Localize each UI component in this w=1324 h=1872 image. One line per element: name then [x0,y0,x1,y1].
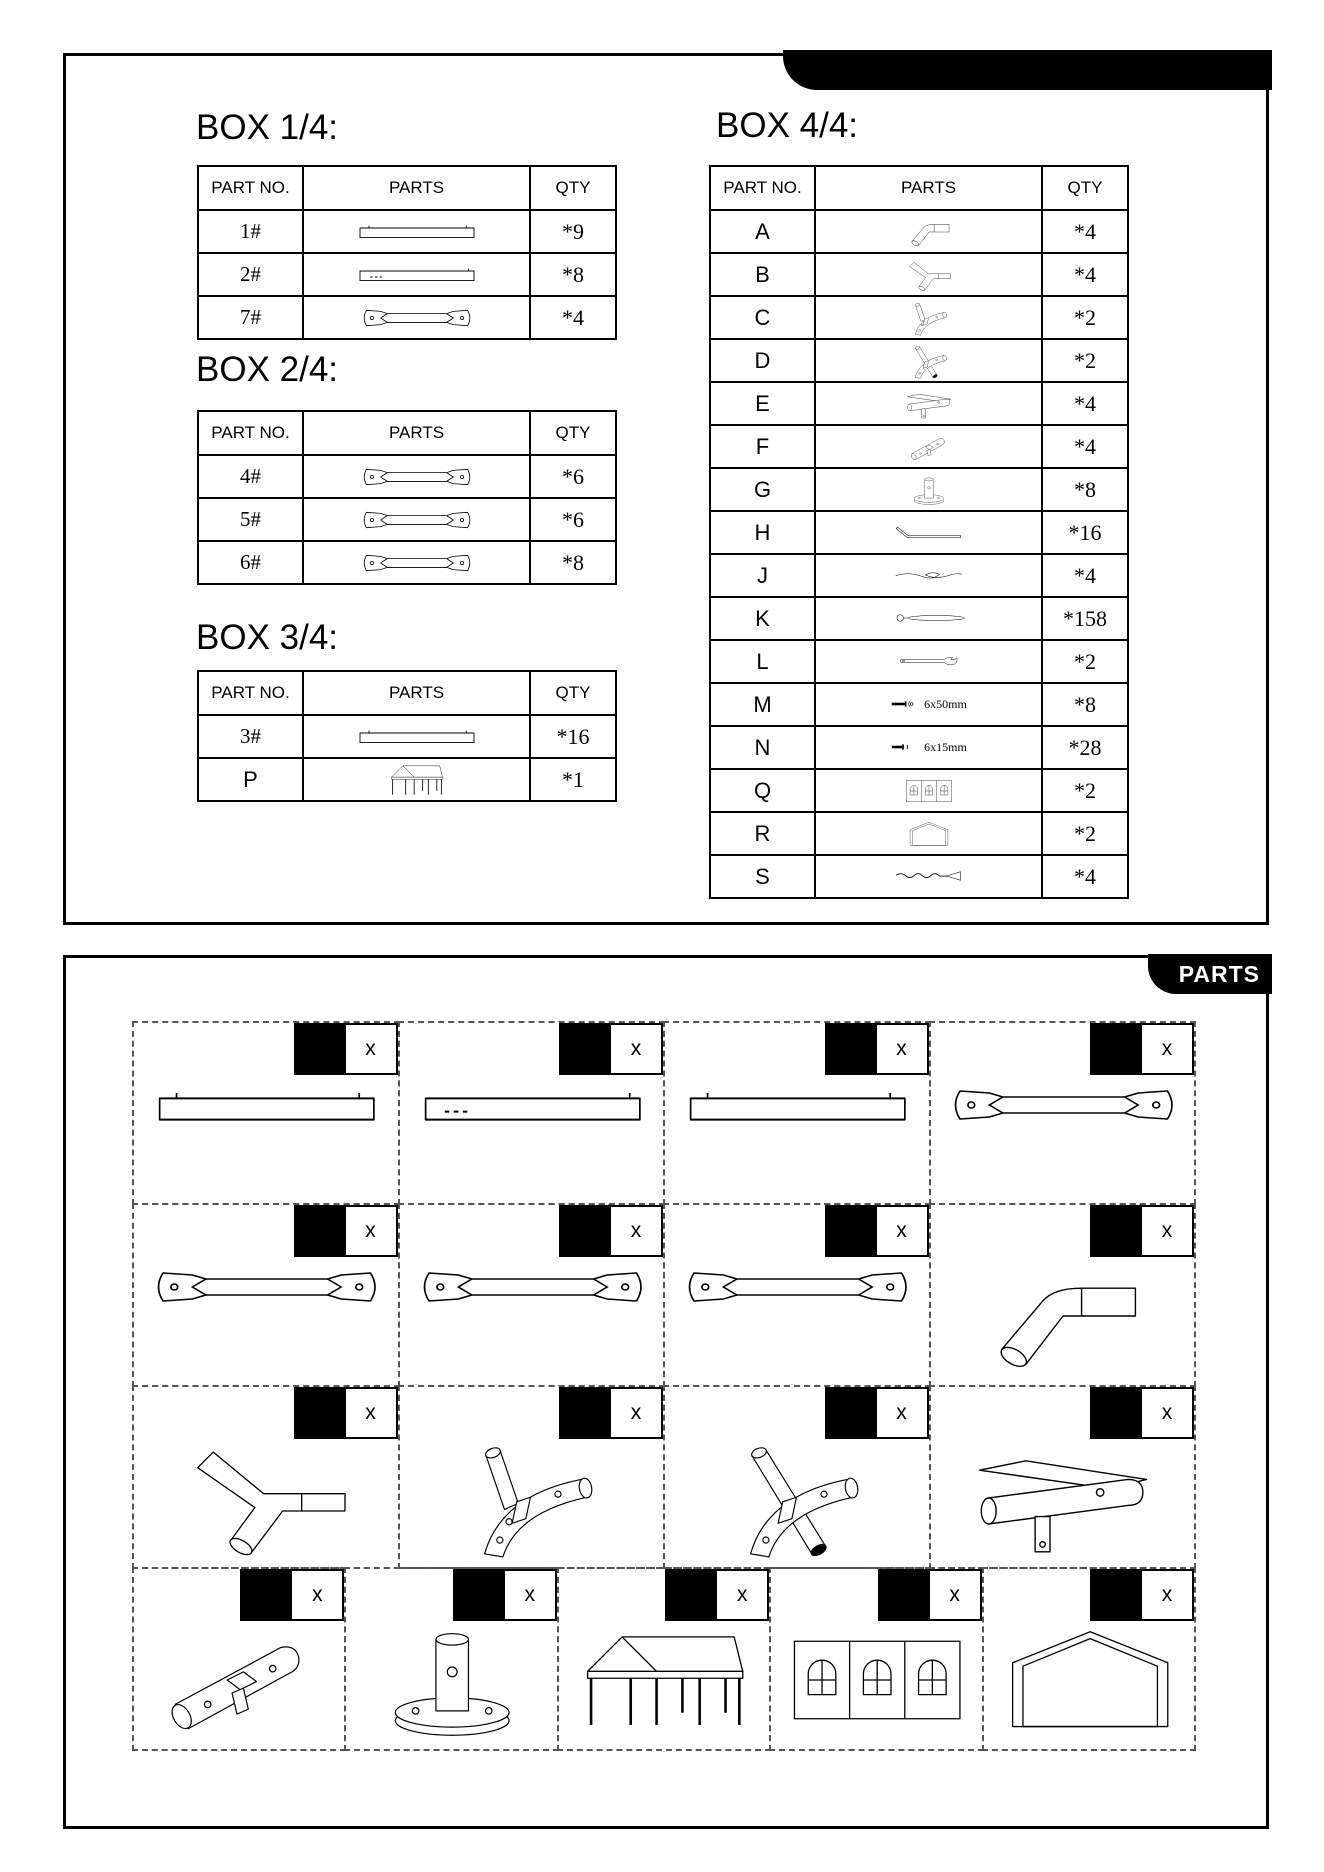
part-image [303,455,530,498]
part-quantity: *8 [1042,683,1128,726]
quantity-mark: x [1161,1219,1173,1242]
quantity-fill [561,1207,611,1255]
table-row [710,597,1128,640]
box1-parts-table [197,165,617,340]
part-image [815,468,1042,511]
part-quantity: *6 [530,455,616,498]
table-row [198,455,616,498]
table-row [710,855,1128,898]
quantity-fill [296,1025,346,1073]
header-parts: PARTS [303,411,530,455]
box3-parts-table [197,670,617,802]
quantity-fill [1092,1025,1142,1073]
quantity-box [665,1569,769,1621]
table-row [198,498,616,541]
part-number: E [710,382,815,425]
part-number: P [198,758,303,801]
part-quantity: *1 [530,758,616,801]
quantity-mark: x [630,1401,642,1424]
header-part-no: PART NO. [710,166,815,210]
table-row [198,253,616,296]
part-cell [398,1385,666,1569]
box3-title: BOX 3/4: [196,618,339,657]
part-cell [929,1385,1197,1569]
part-image [815,554,1042,597]
three-way-connector-icon [167,1433,367,1563]
part-quantity: *8 [1042,468,1128,511]
straight-pole-icon [685,1085,911,1125]
header-part-no: PART NO. [198,166,303,210]
part-quantity: *16 [1042,511,1128,554]
quantity-mark: x [736,1583,748,1606]
part-quantity: *2 [1042,812,1128,855]
three-way-connector-icon [901,257,957,293]
bolt-size-label: 6x50mm [924,696,967,711]
part-image [815,640,1042,683]
part-image [303,715,530,758]
box2-title: BOX 2/4: [196,350,339,389]
quantity-mark: x [896,1037,907,1060]
part-image [815,812,1042,855]
part-quantity: *4 [530,296,616,339]
quantity-box [1090,1569,1194,1621]
quantity-box [559,1387,663,1439]
quantity-box [825,1387,929,1439]
table-row [198,715,616,758]
part-cell [929,1203,1197,1387]
table-row [710,296,1128,339]
part-cell [929,1021,1197,1205]
box2-parts-table [197,410,617,585]
quantity-fill [1092,1207,1142,1255]
header-qty: QTY [530,166,616,210]
straight-pole-icon [347,222,487,240]
part-image [815,769,1042,812]
elbow-connector-icon [901,214,957,250]
quantity-box [825,1205,929,1257]
sidewall-window-icon [903,778,955,804]
part-number: 4# [198,455,303,498]
part-cell [132,1203,400,1387]
part-quantity: *8 [530,253,616,296]
short-bolt-icon [890,741,916,753]
quantity-box [1090,1023,1194,1075]
table-header-row [198,671,616,715]
foot-plate-icon [366,1615,538,1745]
flat-brace-icon [685,1267,911,1307]
quantity-fill [827,1389,877,1437]
stake-icon [894,867,964,885]
part-number: 2# [198,253,303,296]
part-quantity: *158 [1042,597,1128,640]
part-cell [132,1385,400,1569]
part-quantity: *2 [1042,296,1128,339]
part-image [815,511,1042,554]
table-row [710,425,1128,468]
part-number: 6# [198,541,303,584]
part-quantity: *4 [1042,425,1128,468]
part-cell [557,1567,771,1751]
quantity-box [559,1023,663,1075]
quantity-box [294,1023,398,1075]
quantity-mark: x [365,1219,376,1242]
quantity-box [294,1205,398,1257]
header-parts: PARTS [815,166,1042,210]
table-row [710,339,1128,382]
canopy-tent-icon [579,1615,751,1745]
bolt-size-label: 6x15mm [924,739,967,754]
quantity-mark: x [1161,1583,1173,1606]
quantity-box [294,1387,398,1439]
quantity-box [1090,1387,1194,1439]
part-quantity: *28 [1042,726,1128,769]
endwall-icon [1004,1615,1176,1745]
part-number: 7# [198,296,303,339]
arc-connector-icon [901,299,957,337]
part-quantity: *8 [530,541,616,584]
part-cell [344,1567,558,1751]
table-row [710,640,1128,683]
table-header-row [710,166,1128,210]
part-number: B [710,253,815,296]
arc-connector-with-leg-icon [901,342,957,380]
quantity-box [453,1569,557,1621]
quantity-fill [296,1389,346,1437]
part-number: K [710,597,815,640]
box4-title: BOX 4/4: [716,106,859,145]
quantity-mark: x [630,1219,642,1242]
part-number: R [710,812,815,855]
part-image [815,382,1042,425]
part-quantity: *2 [1042,339,1128,382]
part-quantity: *4 [1042,855,1128,898]
quantity-fill [667,1571,717,1619]
part-number: L [710,640,815,683]
table-row [710,210,1128,253]
part-quantity: *16 [530,715,616,758]
quantity-fill [455,1571,505,1619]
table-row [710,554,1128,597]
part-cell [769,1567,983,1751]
part-cell [132,1567,346,1751]
header-qty: QTY [1042,166,1128,210]
arc-connector-with-leg-icon [698,1433,898,1563]
table-header-row [198,411,616,455]
flat-brace-icon [154,1267,380,1307]
flat-brace-icon [420,1267,646,1307]
quantity-box [825,1023,929,1075]
table-header-row [198,166,616,210]
box4-parts-table [709,165,1129,899]
quantity-mark: x [1161,1037,1173,1060]
quantity-box [240,1569,344,1621]
part-image [815,855,1042,898]
header-parts: PARTS [303,671,530,715]
part-image [303,541,530,584]
part-number: J [710,554,815,597]
part-quantity: *4 [1042,382,1128,425]
tube-bracket-icon [904,430,954,464]
table-row [710,812,1128,855]
part-cell [982,1567,1196,1751]
table-row [198,541,616,584]
header-part-no: PART NO. [198,411,303,455]
table-row [710,683,1128,726]
straight-pole-icon [347,727,487,745]
part-quantity: *2 [1042,640,1128,683]
quantity-fill [1092,1571,1142,1619]
quantity-mark: x [896,1401,907,1424]
part-image [815,210,1042,253]
quantity-mark: x [365,1037,376,1060]
part-quantity: *4 [1042,554,1128,597]
quantity-mark: x [896,1219,907,1242]
part-image [303,210,530,253]
quantity-mark: x [365,1401,376,1424]
flat-brace-icon [951,1085,1177,1125]
flat-brace-icon [362,552,472,574]
bolt-icon [890,698,916,710]
bungee-ball-icon [893,609,965,627]
header-qty: QTY [530,411,616,455]
table-row [710,253,1128,296]
part-image [815,296,1042,339]
part-number: A [710,210,815,253]
table-row [710,382,1128,425]
part-number: G [710,468,815,511]
part-quantity: *4 [1042,210,1128,253]
quantity-fill [880,1571,930,1619]
flat-brace-icon [362,466,472,488]
header-tab-bar [783,50,1272,90]
table-row [710,511,1128,554]
part-number: 5# [198,498,303,541]
part-image [815,726,1042,769]
part-number: H [710,511,815,554]
pole-with-holes-icon [420,1085,646,1125]
part-cell [663,1203,931,1387]
quantity-fill [827,1025,877,1073]
part-quantity: *6 [530,498,616,541]
header-qty: QTY [530,671,616,715]
quantity-fill [242,1571,292,1619]
flat-brace-icon [362,509,472,531]
cross-bracket-icon [963,1433,1163,1563]
part-image [815,683,1042,726]
part-cell [132,1021,400,1205]
foot-plate-icon [907,473,951,507]
cross-bracket-icon [901,387,957,421]
quantity-mark: x [312,1583,323,1606]
part-number: D [710,339,815,382]
tube-bracket-icon [154,1615,326,1745]
part-number: N [710,726,815,769]
quantity-box [559,1205,663,1257]
quantity-fill [561,1389,611,1437]
rope-icon [894,566,964,584]
part-image [303,253,530,296]
part-number: 1# [198,210,303,253]
table-row [198,296,616,339]
wrench-icon [898,652,960,670]
canopy-tent-icon [381,763,453,797]
parts-tab: PARTS [1148,954,1272,994]
part-cell [663,1021,931,1205]
part-image [303,498,530,541]
table-row [198,210,616,253]
part-number: 3# [198,715,303,758]
part-image [815,597,1042,640]
part-number: F [710,425,815,468]
part-number: M [710,683,815,726]
part-cell [663,1385,931,1569]
part-number: Q [710,769,815,812]
part-cell [398,1021,666,1205]
quantity-fill [1092,1389,1142,1437]
pole-with-holes-icon [347,265,487,283]
table-row [710,769,1128,812]
part-number: C [710,296,815,339]
arc-connector-icon [432,1433,632,1563]
endwall-icon [908,819,950,849]
part-number: S [710,855,815,898]
part-image [815,339,1042,382]
box1-title: BOX 1/4: [196,108,339,147]
part-image [815,425,1042,468]
sidewall-window-icon [791,1615,963,1745]
flat-brace-icon [362,307,472,329]
hex-key-icon [894,523,964,541]
header-part-no: PART NO. [198,671,303,715]
quantity-mark: x [524,1583,536,1606]
quantity-mark: x [630,1037,642,1060]
quantity-box [1090,1205,1194,1257]
straight-pole-icon [154,1085,380,1125]
part-quantity: *2 [1042,769,1128,812]
part-quantity: *4 [1042,253,1128,296]
table-row [710,726,1128,769]
quantity-box [878,1569,982,1621]
part-image [815,253,1042,296]
part-quantity: *9 [530,210,616,253]
quantity-mark: x [949,1583,960,1606]
header-parts: PARTS [303,166,530,210]
quantity-fill [827,1207,877,1255]
quantity-fill [296,1207,346,1255]
part-image [303,296,530,339]
part-cell [398,1203,666,1387]
part-image [303,758,530,801]
elbow-connector-icon [963,1251,1163,1381]
quantity-fill [561,1025,611,1073]
table-row [710,468,1128,511]
table-row [198,758,616,801]
quantity-mark: x [1161,1401,1173,1424]
